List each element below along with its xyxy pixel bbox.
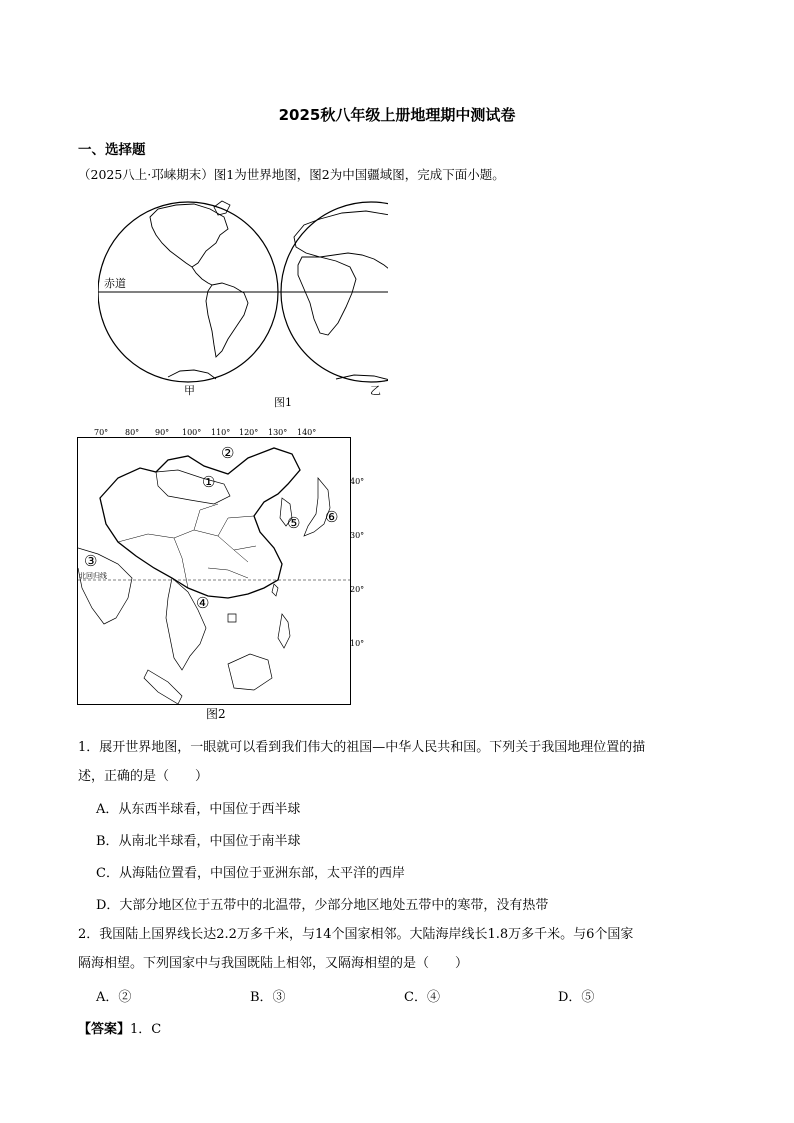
lon-label-140: 140° (297, 428, 317, 437)
lat-label-30: 30° (350, 531, 365, 540)
philippines-outline (278, 614, 290, 648)
lon-label-100: 100° (182, 428, 202, 437)
q1-option-c: C．从海陆位置看，中国位于亚洲东部，太平洋的西岸 (96, 866, 405, 881)
q1-option-b: B．从南北半球看，中国位于南半球 (96, 834, 301, 849)
label-jia: 甲 (184, 384, 195, 397)
figure2-caption: 图2 (206, 707, 226, 721)
tropic-label: 北回归线 (79, 572, 107, 580)
figure1-world-map (98, 195, 388, 411)
q2-option-a: A．② (96, 990, 132, 1005)
q1-line2: 述，正确的是（ ） (78, 769, 209, 784)
lat-label-10: 10° (350, 639, 365, 648)
answer-line (78, 1018, 161, 1037)
q2-line2: 隔海相望。下列国家中与我国既陆上相邻，又隔海相望的是（ ） (78, 956, 469, 971)
marker-1: ① (202, 473, 216, 491)
q2-option-d: D．⑤ (558, 990, 595, 1005)
japan-outline (304, 478, 330, 536)
borneo-outline (228, 654, 272, 690)
equator-label: 赤道 (104, 277, 126, 290)
south-america-outline (206, 283, 248, 357)
figure2-latitude-labels (349, 437, 379, 703)
africa-outline (298, 257, 356, 335)
answer-label: 【答案】 (78, 1022, 131, 1037)
mongolia-border (156, 470, 230, 504)
marker-6: ⑥ (325, 508, 339, 526)
lat-label-40: 40° (350, 477, 365, 486)
province-lines (118, 504, 256, 588)
q2-option-c: C．④ (404, 990, 440, 1005)
q1-line1: 1．展开世界地图，一眼就可以看到我们伟大的祖国—中华人民共和国。下列关于我国地理位置的描 (78, 740, 646, 755)
q2-option-b: B．③ (250, 990, 286, 1005)
eurasia-outline (294, 211, 388, 285)
north-america-outline (150, 204, 228, 267)
marker-2: ② (221, 444, 235, 462)
q1-option-a: A．从东西半球看，中国位于西半球 (96, 802, 301, 817)
lon-label-120: 120° (239, 428, 259, 437)
figure1-caption: 图1 (274, 396, 292, 409)
q2-line1: 2．我国陆上国界线长达2.2万多千米，与14个国家相邻。大陆海岸线长1.8万多千米。与6个国家 (78, 927, 634, 942)
lon-label-110: 110° (211, 428, 231, 437)
indochina-outline (166, 578, 206, 670)
antarctica-west-outline (168, 370, 216, 379)
answer-text: 1．C (130, 1022, 162, 1037)
q1-option-d: D．大部分地区位于五带中的北温带，少部分地区地处五带中的寒带，没有热带 (96, 898, 549, 913)
q2-options (96, 986, 716, 1006)
label-yi: 乙 (370, 384, 381, 397)
lon-label-80: 80° (125, 428, 140, 437)
figure2-china-map (77, 437, 351, 705)
taiwan-outline (272, 584, 278, 596)
section-heading: 一、选择题 (78, 142, 146, 158)
china-border (100, 448, 300, 598)
central-america-outline (192, 267, 212, 285)
lon-label-130: 130° (268, 428, 288, 437)
page-title: 2025秋八年级上册地理期中测试卷 (278, 106, 516, 124)
marker-3: ③ (84, 552, 98, 570)
marker-4: ④ (196, 594, 210, 612)
question-intro: （2025八上·邛崃期末）图1为世界地图，图2为中国疆域图，完成下面小题。 (78, 167, 505, 182)
lat-label-20: 20° (350, 585, 365, 594)
sumatra-outline (144, 670, 182, 704)
hainan-outline (228, 614, 236, 622)
lon-label-90: 90° (155, 428, 170, 437)
lon-label-70: 70° (94, 428, 109, 437)
marker-5: ⑤ (287, 514, 301, 532)
